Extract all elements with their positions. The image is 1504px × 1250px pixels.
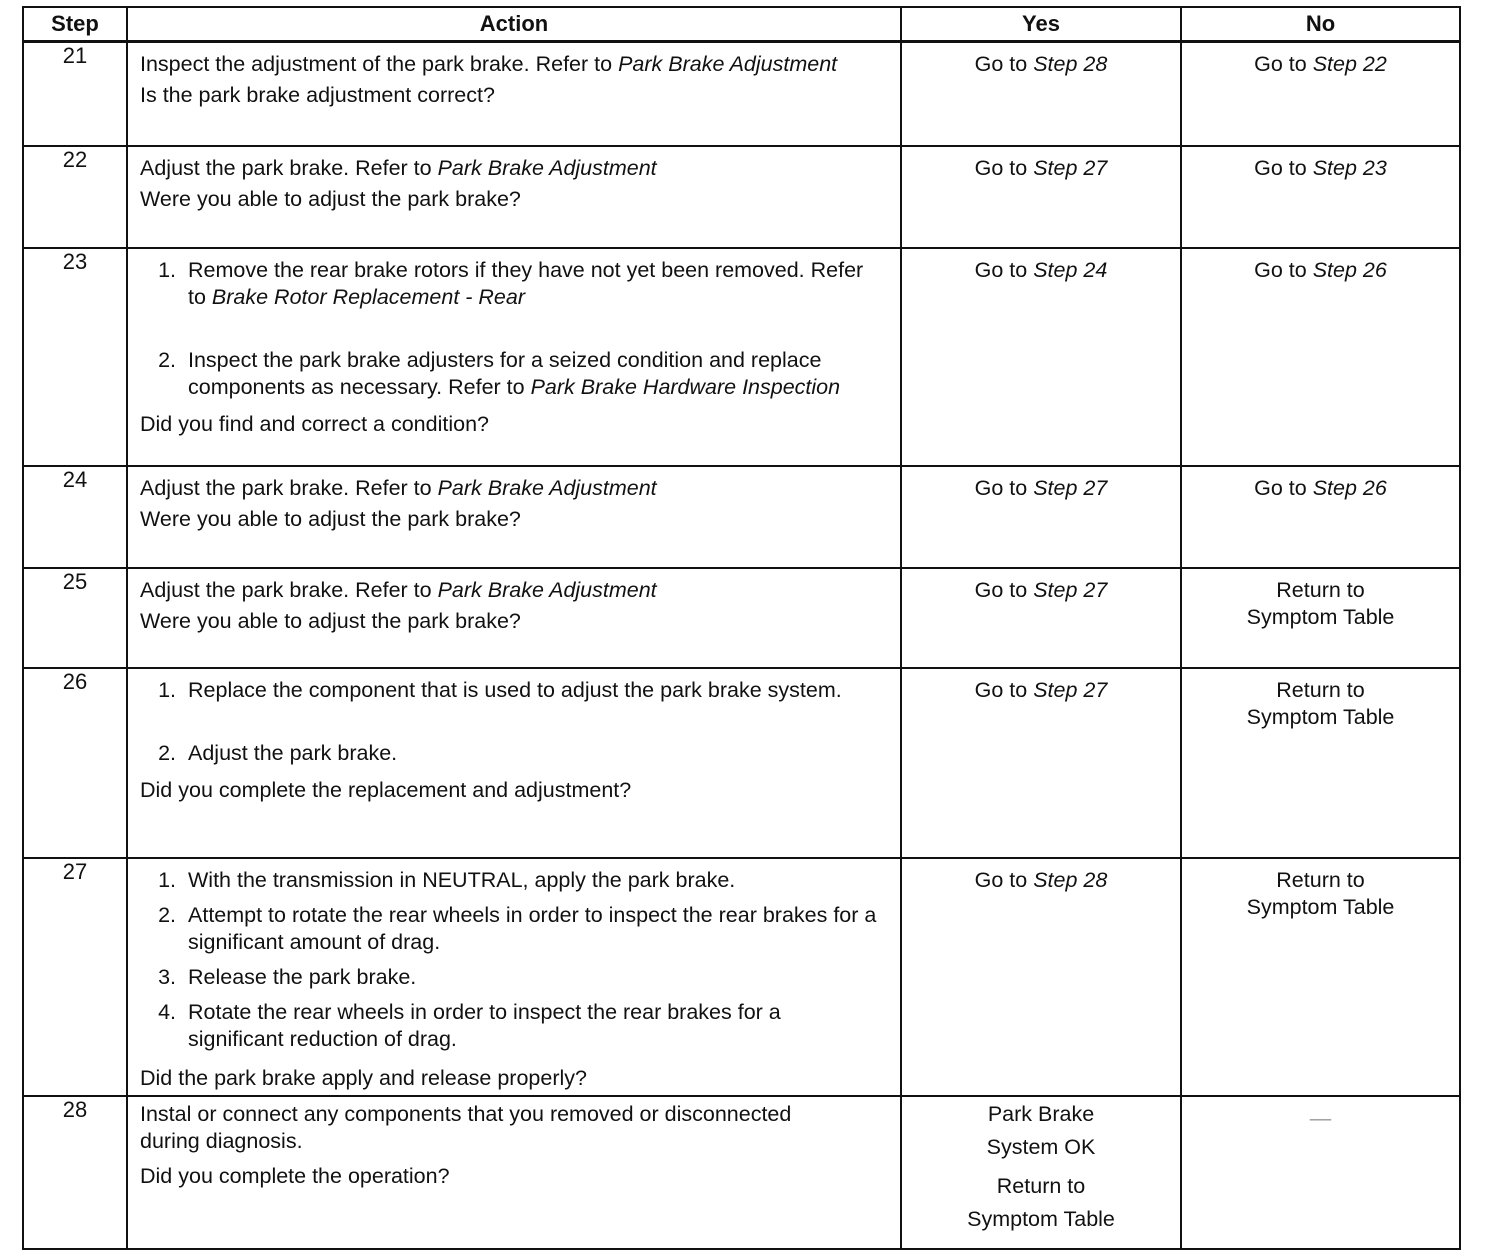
action-text: Adjust the park brake. Refer to Park Brake Adjustment bbox=[140, 155, 657, 180]
yes-cell bbox=[901, 668, 1181, 858]
step-number: 25 bbox=[23, 568, 127, 668]
list-item: 1. With the transmission in NEUTRAL, apply the park brake. bbox=[158, 867, 736, 892]
action-steps-list bbox=[140, 867, 890, 1061]
step-number: 28 bbox=[23, 1096, 127, 1249]
step-number: 26 bbox=[23, 668, 127, 858]
yes-cell bbox=[901, 466, 1181, 568]
action-cell bbox=[127, 568, 901, 668]
question-text: Did you complete the operation? bbox=[140, 1163, 450, 1188]
yes-cell bbox=[901, 146, 1181, 248]
table-row bbox=[23, 858, 1460, 1096]
list-item: 2. Attempt to rotate the rear wheels in order to inspect the rear brakes for a significant amount of drag. bbox=[158, 902, 877, 954]
yes-result[interactable]: Go to Step 27 bbox=[974, 475, 1108, 500]
reference-link[interactable]: Park Brake Adjustment bbox=[437, 155, 657, 180]
yes-cell bbox=[901, 42, 1181, 146]
table-row bbox=[23, 568, 1460, 668]
reference-link[interactable]: Park Brake Adjustment bbox=[618, 52, 838, 76]
yes-result-return[interactable]: Return to Symptom Table bbox=[967, 1173, 1115, 1231]
list-item: 1. Remove the rear brake rotors if they have not yet been removed. Refer to Brake Rotor Replacement - Rear bbox=[158, 257, 864, 309]
action-cell bbox=[127, 42, 901, 146]
yes-result[interactable]: Go to Step 27 bbox=[974, 577, 1108, 602]
no-cell bbox=[1181, 146, 1460, 248]
step-number: 24 bbox=[23, 466, 127, 568]
step-number: 21 bbox=[23, 42, 127, 146]
list-item: 3. Release the park brake. bbox=[158, 964, 417, 989]
list-item: 4. Rotate the rear wheels in order to inspect the rear brakes for a significant reduction of drag. bbox=[158, 999, 781, 1051]
action-cell bbox=[127, 248, 901, 466]
question-text: Were you able to adjust the park brake? bbox=[140, 506, 521, 531]
action-cell bbox=[127, 466, 901, 568]
diagnostic-table bbox=[22, 6, 1461, 1250]
reference-link[interactable]: Park Brake Adjustment bbox=[437, 475, 657, 500]
list-item: 1. Replace the component that is used to adjust the park brake system. bbox=[158, 677, 842, 702]
question-text: Did you find and correct a condition? bbox=[140, 411, 489, 436]
header-no: No bbox=[1181, 7, 1460, 42]
no-result[interactable]: Return to Symptom Table bbox=[1246, 867, 1395, 919]
header-action: Action bbox=[127, 7, 901, 42]
header-step: Step bbox=[23, 7, 127, 42]
header-row bbox=[23, 7, 1460, 42]
step-number: 23 bbox=[23, 248, 127, 466]
no-cell bbox=[1181, 42, 1460, 146]
action-cell bbox=[127, 668, 901, 858]
yes-result[interactable]: Go to Step 28 bbox=[974, 867, 1108, 892]
yes-result[interactable]: Go to Step 27 bbox=[974, 677, 1108, 702]
no-cell bbox=[1181, 1096, 1460, 1249]
yes-result[interactable]: Go to Step 24 bbox=[974, 257, 1108, 282]
action-steps-list bbox=[140, 257, 890, 407]
action-text: Instal or connect any components that you removed or disconnected during diagnosis. bbox=[140, 1101, 792, 1153]
yes-cell bbox=[901, 1096, 1181, 1249]
table-row bbox=[23, 42, 1460, 146]
action-text: Inspect the adjustment of the park brake. Refer to Park Brake Adjustment bbox=[140, 52, 838, 76]
yes-cell bbox=[901, 248, 1181, 466]
yes-cell bbox=[901, 568, 1181, 668]
question-text: Were you able to adjust the park brake? bbox=[140, 186, 521, 211]
question-text: Were you able to adjust the park brake? bbox=[140, 608, 521, 633]
action-cell bbox=[127, 1096, 901, 1249]
yes-result[interactable]: Go to Step 27 bbox=[974, 155, 1108, 180]
no-cell bbox=[1181, 568, 1460, 668]
table-row bbox=[23, 668, 1460, 858]
no-result[interactable]: Return to Symptom Table bbox=[1246, 677, 1395, 729]
no-result[interactable]: Return to Symptom Table bbox=[1246, 577, 1395, 629]
question-text: Did you complete the replacement and adjustment? bbox=[140, 777, 632, 802]
question-text: Did the park brake apply and release properly? bbox=[140, 1065, 587, 1090]
no-result[interactable]: Go to Step 26 bbox=[1254, 475, 1387, 500]
table-row bbox=[23, 248, 1460, 466]
step-number: 22 bbox=[23, 146, 127, 248]
action-cell bbox=[127, 146, 901, 248]
no-cell bbox=[1181, 466, 1460, 568]
action-text: Adjust the park brake. Refer to Park Brake Adjustment bbox=[140, 577, 657, 602]
no-cell bbox=[1181, 248, 1460, 466]
table-row bbox=[23, 1096, 1460, 1249]
reference-link[interactable]: Park Brake Adjustment bbox=[437, 577, 657, 602]
list-item: 2. Adjust the park brake. bbox=[158, 740, 398, 765]
step-number: 27 bbox=[23, 858, 127, 1096]
reference-link[interactable]: Park Brake Hardware Inspection bbox=[530, 374, 841, 399]
action-cell bbox=[127, 858, 901, 1096]
yes-result-ok[interactable]: Park Brake System OK bbox=[986, 1101, 1096, 1159]
list-item: 2. Inspect the park brake adjusters for a seized condition and replace components as necessary. Refer to Park Brake Hardware Inspection bbox=[158, 347, 841, 399]
no-cell bbox=[1181, 858, 1460, 1096]
reference-link[interactable]: Brake Rotor Replacement - Rear bbox=[211, 284, 525, 309]
header-yes: Yes bbox=[901, 7, 1181, 42]
action-steps-list bbox=[140, 677, 890, 773]
no-result[interactable]: Go to Step 22 bbox=[1254, 52, 1387, 76]
no-cell bbox=[1181, 668, 1460, 858]
no-result[interactable]: Go to Step 26 bbox=[1254, 257, 1387, 282]
yes-result[interactable]: Go to Step 28 bbox=[974, 52, 1108, 76]
question-text: Is the park brake adjustment correct? bbox=[140, 83, 495, 107]
no-result[interactable]: Go to Step 23 bbox=[1254, 155, 1387, 180]
table-row bbox=[23, 146, 1460, 248]
yes-cell bbox=[901, 858, 1181, 1096]
action-text: Adjust the park brake. Refer to Park Brake Adjustment bbox=[140, 475, 657, 500]
table-row bbox=[23, 466, 1460, 568]
no-result-empty: — bbox=[1309, 1105, 1332, 1130]
